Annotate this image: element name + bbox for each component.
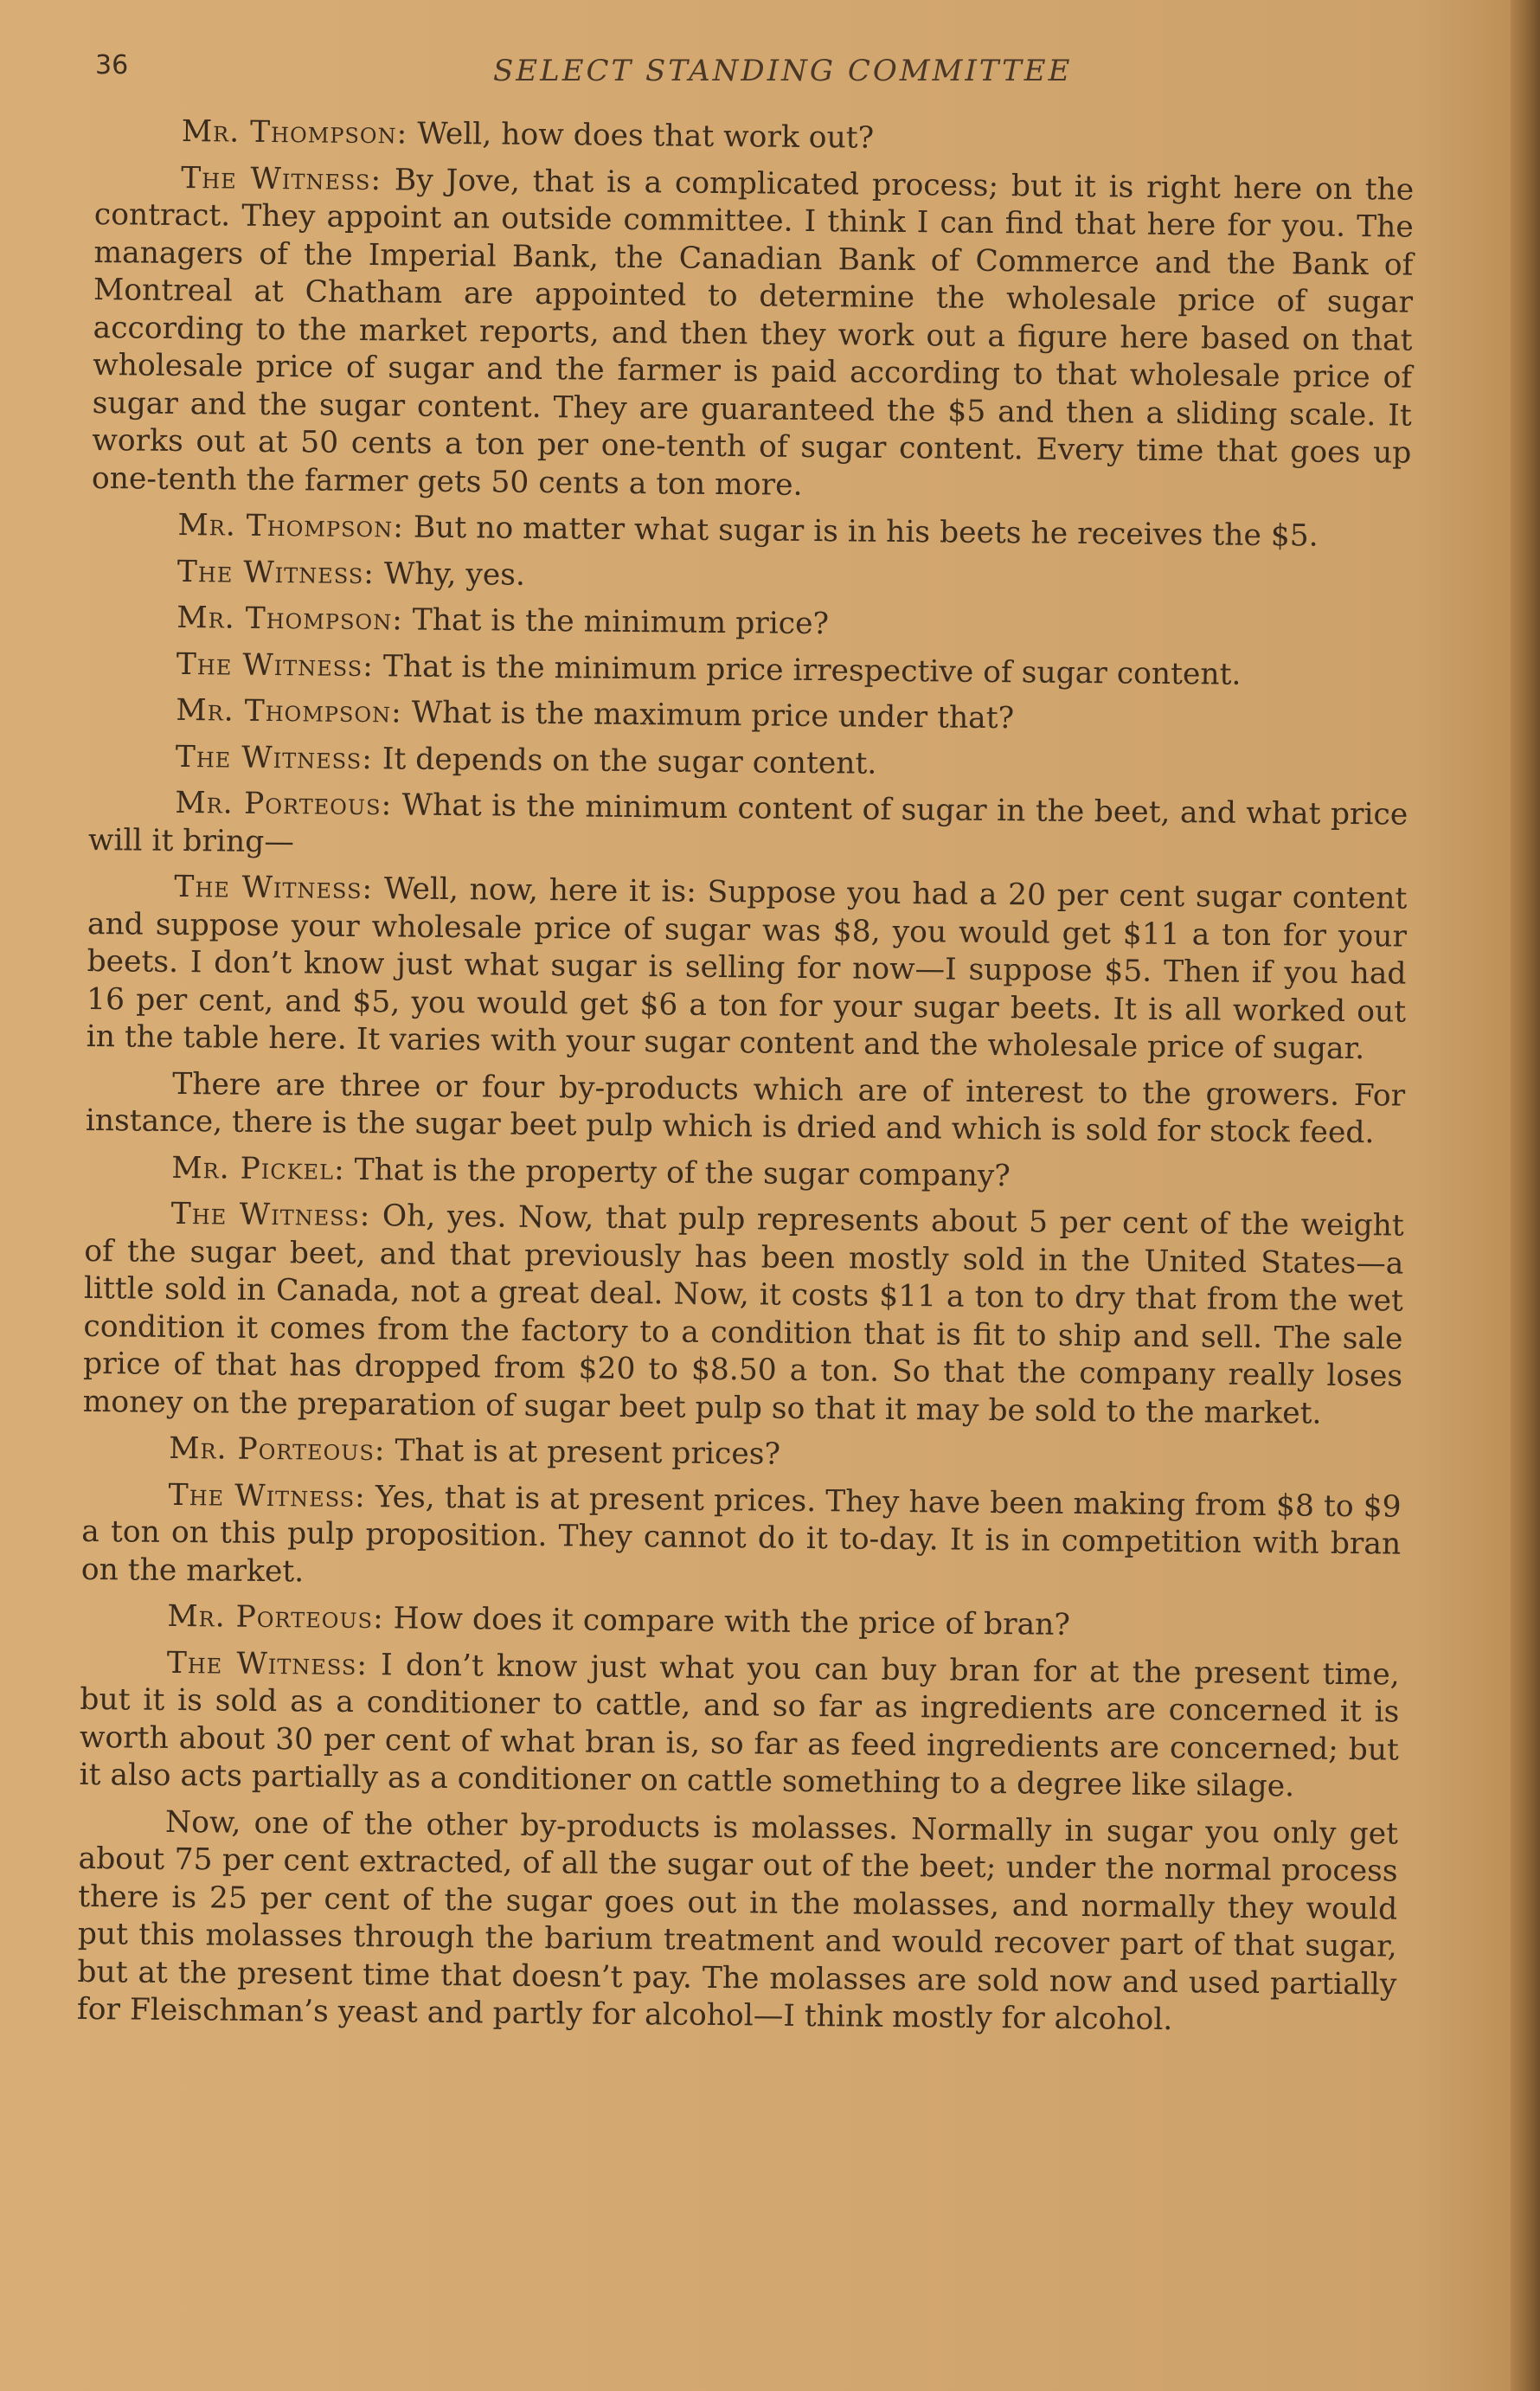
paragraph-text: What is the maximum price under that?	[401, 695, 1015, 736]
page-header	[95, 50, 1428, 102]
paragraph-text: That is the minimum price?	[402, 602, 830, 642]
page-edge	[1511, 0, 1540, 2391]
paragraph-text: Well, how does that work out?	[407, 116, 875, 156]
paragraph	[91, 506, 1410, 556]
speaker-name: Mr. Porteous:	[175, 785, 393, 823]
paragraph-text: It depends on the sugar content.	[372, 741, 877, 781]
paragraph	[87, 868, 1408, 1069]
paragraph	[89, 737, 1408, 787]
paragraph	[82, 1430, 1402, 1480]
paragraph-text: There are three or four by-products which are of interest to the growers. For instance, there is the sugar beet pulp which is dried and which is sold for stock feed.	[85, 1066, 1406, 1151]
speaker-name: Mr. Thompson:	[181, 113, 408, 151]
speaker-name: The Witness:	[166, 1645, 369, 1682]
speaker-name: The Witness:	[170, 1196, 371, 1234]
speaker-name: The Witness:	[181, 160, 382, 197]
paragraph-text: But no matter what sugar is in his beets he receives the $5.	[403, 510, 1319, 554]
paragraph	[88, 784, 1408, 872]
speaker-name: Mr. Thompson:	[177, 507, 405, 545]
speaker-name: Mr. Porteous:	[168, 1430, 386, 1469]
speaker-name: Mr. Pickel:	[171, 1150, 345, 1187]
speaker-name: The Witness:	[174, 869, 374, 907]
transcript-body	[77, 112, 1415, 2050]
paragraph-text: Oh, yes. Now, that pulp represents about 5 per cent of the weight of the sugar beet, and that previously has been mostly sold in the United States—a little sold in Canada, not a great deal. Now, it costs $11 a ton to dry that from the wet condition it comes from the factory to a condition that is fit to ship and sell. The sale price of that has dropped from $20 to $8.50 a ton. So that the company really loses money on the preparation of sugar beet pulp so that it may be sold to the market.	[82, 1199, 1404, 1431]
paragraph	[95, 112, 1415, 163]
paragraph-text: Well, now, here it is: Suppose you had a 20 per cent sugar content and suppose your wholesale price of sugar was $8, you would get $11 a ton for your beets. I don’t know just what sugar is selling for now—I suppose $5. Then if you had 16 per cent, and $5, you would get $6 a ton for your sugar beets. It is all worked out in the table here. It varies with your sugar content and the wholesale price of sugar.	[86, 871, 1408, 1067]
paragraph-text: That is the property of the sugar company?	[344, 1152, 1011, 1193]
speaker-name: The Witness:	[175, 739, 374, 776]
speaker-name: Mr. Thompson:	[176, 600, 404, 638]
paragraph-text: That is the minimum price irrespective of sugar content.	[373, 648, 1242, 692]
paragraph	[82, 1195, 1403, 1434]
paragraph-text: I don’t know just what you can buy bran for at the present time, but it is sold as a conditioner to cattle, and so far as ingredients are concerned it is worth about 30 per cent of what bran is, so far as feed ingredients are concerned; but it also acts partially as a conditioner on cattle something to a degree like silage.	[79, 1647, 1400, 1804]
paragraph-text: What is the minimum content of sugar in the beet, and what price will it bring—	[87, 787, 1408, 859]
paragraph	[77, 1803, 1398, 2041]
paragraph	[80, 1597, 1400, 1648]
paragraph	[86, 1064, 1406, 1153]
speaker-name: The Witness:	[176, 554, 375, 591]
paragraph-text: By Jove, that is a complicated process; but it is right here on the contract. They appoint an outside committee. I think I can find that here for you. The managers of the Imperial Bank, the Canadian Bank of Commerce and the Bank of Montreal at Chatham are appointed to determine the wholesale price of sugar according to the market reports, and then they work out a figure here based on that wholesale price of sugar and the farmer is paid according to that wholesale price of sugar and the sugar content. They are guaranteed the $5 and then a sliding scale. It works out at 50 cents a ton per one-tenth of sugar content. Every time that goes up one-tenth the farmer gets 50 cents a ton more.	[91, 162, 1415, 503]
running-head: SELECT STANDING COMMITTEE	[493, 54, 1073, 88]
speaker-name: Mr. Porteous:	[167, 1598, 384, 1636]
speaker-name: Mr. Thompson:	[176, 692, 402, 730]
speaker-name: The Witness:	[176, 646, 375, 684]
paragraph	[90, 645, 1409, 695]
paragraph-text: Yes, that is at present prices. They have been making from $8 to $9 a ton on this pulp proposition. They cannot do it to-day. It is in competition with bran on the market.	[80, 1479, 1402, 1589]
paragraph	[92, 158, 1415, 510]
paragraph	[90, 599, 1409, 649]
page-number: 36	[95, 50, 129, 80]
paragraph	[79, 1643, 1400, 1807]
paragraph-text: How does it compare with the price of bran?	[383, 1601, 1071, 1642]
paragraph	[81, 1475, 1402, 1601]
paragraph-text: Why, yes.	[374, 556, 526, 593]
paragraph-text: That is at present prices?	[385, 1433, 781, 1472]
paragraph-text: Now, one of the other by-products is molasses. Normally in sugar you only get about 75 per cent extracted, of all the sugar out of the beet; under the normal process there is 25 per cent of the sugar goes out in the molasses, and normally they would put this molasses through the barium treatment and would recover part of that sugar, but at the present time that doesn’t pay. The molasses are sold now and used partially for Fleischman’s yeast and partly for alcohol—I think mostly for alcohol.	[76, 1804, 1399, 2038]
paragraph	[85, 1148, 1404, 1199]
paragraph	[91, 552, 1410, 602]
speaker-name: The Witness:	[168, 1477, 366, 1514]
paragraph	[89, 691, 1408, 742]
